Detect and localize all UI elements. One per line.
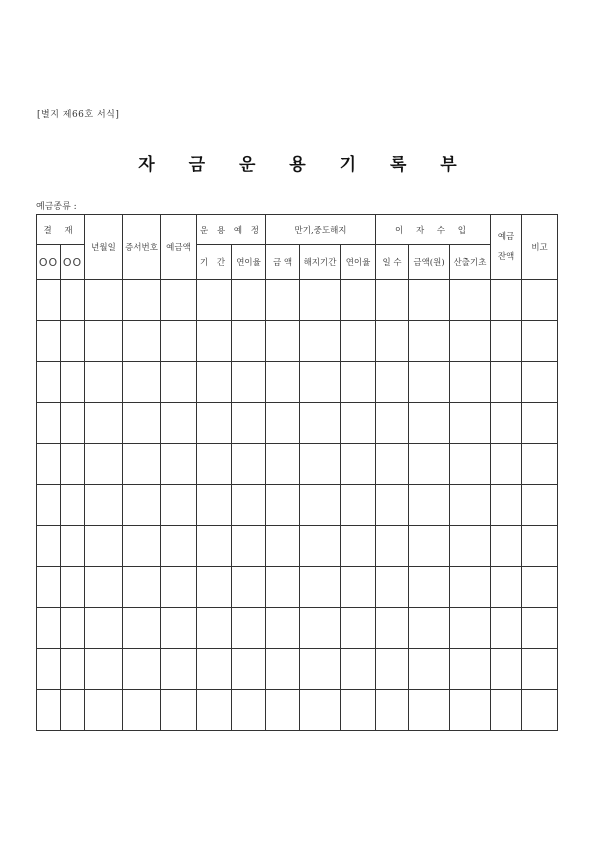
- table-cell[interactable]: [376, 485, 409, 526]
- header-early-termination: 만기,중도해지: [266, 215, 376, 245]
- table-cell[interactable]: [409, 280, 450, 321]
- table-cell[interactable]: [197, 690, 232, 731]
- fund-ledger-table: [36, 214, 558, 731]
- table-cell[interactable]: [123, 608, 161, 649]
- table-cell[interactable]: [37, 403, 61, 444]
- table-cell[interactable]: [409, 403, 450, 444]
- table-cell[interactable]: [232, 444, 266, 485]
- table-cell[interactable]: [450, 649, 491, 690]
- table-cell[interactable]: [300, 608, 341, 649]
- table-cell[interactable]: [161, 362, 197, 403]
- table-cell[interactable]: [522, 321, 558, 362]
- header-remarks: 비고: [522, 215, 558, 280]
- table-cell[interactable]: [123, 690, 161, 731]
- table-cell[interactable]: [266, 403, 300, 444]
- table-cell[interactable]: [123, 649, 161, 690]
- table-cell[interactable]: [123, 567, 161, 608]
- table-cell[interactable]: [266, 321, 300, 362]
- table-cell[interactable]: [300, 526, 341, 567]
- table-cell[interactable]: [61, 321, 85, 362]
- header-inv-rate: 연이율: [232, 245, 266, 280]
- table-cell[interactable]: [197, 485, 232, 526]
- table-cell[interactable]: [61, 608, 85, 649]
- table-cell[interactable]: [161, 485, 197, 526]
- table-cell[interactable]: [450, 608, 491, 649]
- table-cell[interactable]: [161, 608, 197, 649]
- table-cell[interactable]: [85, 690, 123, 731]
- table-cell[interactable]: [450, 485, 491, 526]
- table-cell[interactable]: [341, 526, 376, 567]
- table-cell[interactable]: [197, 362, 232, 403]
- table-cell[interactable]: [300, 649, 341, 690]
- table-cell[interactable]: [37, 649, 61, 690]
- table-cell[interactable]: [409, 444, 450, 485]
- table-cell[interactable]: [266, 526, 300, 567]
- table-row: [37, 485, 558, 526]
- table-cell[interactable]: [341, 485, 376, 526]
- table-cell[interactable]: [522, 485, 558, 526]
- table-cell[interactable]: [450, 526, 491, 567]
- table-cell[interactable]: [491, 608, 522, 649]
- table-cell[interactable]: [491, 444, 522, 485]
- table-cell[interactable]: [341, 321, 376, 362]
- table-cell[interactable]: [123, 485, 161, 526]
- table-cell[interactable]: [197, 280, 232, 321]
- table-cell[interactable]: [300, 321, 341, 362]
- table-cell[interactable]: [37, 485, 61, 526]
- table-cell[interactable]: [376, 526, 409, 567]
- table-cell[interactable]: [123, 403, 161, 444]
- table-cell[interactable]: [409, 526, 450, 567]
- table-cell[interactable]: [161, 567, 197, 608]
- table-cell[interactable]: [300, 444, 341, 485]
- table-cell[interactable]: [409, 649, 450, 690]
- table-cell[interactable]: [450, 444, 491, 485]
- table-row: [37, 444, 558, 485]
- table-cell[interactable]: [37, 362, 61, 403]
- table-cell[interactable]: [232, 690, 266, 731]
- table-cell[interactable]: [450, 280, 491, 321]
- table-cell[interactable]: [341, 280, 376, 321]
- table-cell[interactable]: [409, 321, 450, 362]
- table-cell[interactable]: [376, 321, 409, 362]
- table-cell[interactable]: [341, 444, 376, 485]
- table-cell[interactable]: [197, 444, 232, 485]
- table-cell[interactable]: [450, 403, 491, 444]
- table-cell[interactable]: [341, 649, 376, 690]
- table-cell[interactable]: [197, 567, 232, 608]
- table-row: [37, 526, 558, 567]
- table-cell[interactable]: [61, 362, 85, 403]
- table-cell[interactable]: [197, 321, 232, 362]
- table-cell[interactable]: [491, 690, 522, 731]
- header-int-amount: 금액(원): [409, 245, 450, 280]
- table-cell[interactable]: [85, 526, 123, 567]
- table-cell[interactable]: [266, 690, 300, 731]
- table-cell[interactable]: [123, 362, 161, 403]
- table-cell[interactable]: [37, 690, 61, 731]
- table-cell[interactable]: [161, 649, 197, 690]
- header-int-basis: 산출기초: [450, 245, 491, 280]
- table-cell[interactable]: [232, 649, 266, 690]
- table-cell[interactable]: [376, 444, 409, 485]
- table-cell[interactable]: [61, 567, 85, 608]
- table-cell[interactable]: [85, 608, 123, 649]
- table-row: [37, 403, 558, 444]
- table-cell[interactable]: [232, 526, 266, 567]
- header-early-amount: 금 액: [266, 245, 300, 280]
- table-cell[interactable]: [376, 649, 409, 690]
- table-cell[interactable]: [409, 485, 450, 526]
- table-cell[interactable]: [522, 362, 558, 403]
- table-cell[interactable]: [409, 608, 450, 649]
- table-cell[interactable]: [450, 321, 491, 362]
- table-cell[interactable]: [232, 567, 266, 608]
- table-cell[interactable]: [85, 403, 123, 444]
- table-cell[interactable]: [266, 444, 300, 485]
- header-inv-period: 기 간: [197, 245, 232, 280]
- table-cell[interactable]: [123, 444, 161, 485]
- table-row: [37, 608, 558, 649]
- table-cell[interactable]: [409, 567, 450, 608]
- table-cell[interactable]: [232, 321, 266, 362]
- table-cell[interactable]: [161, 321, 197, 362]
- table-cell[interactable]: [85, 649, 123, 690]
- table-cell[interactable]: [341, 362, 376, 403]
- table-cell[interactable]: [61, 444, 85, 485]
- table-cell[interactable]: [450, 362, 491, 403]
- table-cell[interactable]: [61, 526, 85, 567]
- table-cell[interactable]: [266, 649, 300, 690]
- header-early-rate: 연이율: [341, 245, 376, 280]
- table-cell[interactable]: [491, 403, 522, 444]
- table-row: [37, 280, 558, 321]
- table-cell[interactable]: [123, 526, 161, 567]
- table-cell[interactable]: [161, 444, 197, 485]
- table-cell[interactable]: [85, 362, 123, 403]
- table-cell[interactable]: [300, 362, 341, 403]
- table-cell[interactable]: [522, 690, 558, 731]
- table-cell[interactable]: [266, 567, 300, 608]
- table-cell[interactable]: [37, 444, 61, 485]
- table-cell[interactable]: [300, 690, 341, 731]
- table-cell[interactable]: [37, 280, 61, 321]
- table-cell[interactable]: [376, 608, 409, 649]
- table-cell[interactable]: [491, 485, 522, 526]
- header-settle-a: OO: [37, 245, 61, 280]
- table-cell[interactable]: [341, 403, 376, 444]
- table-cell[interactable]: [266, 280, 300, 321]
- table-cell[interactable]: [61, 690, 85, 731]
- table-row: [37, 690, 558, 731]
- table-cell[interactable]: [341, 690, 376, 731]
- table-cell[interactable]: [61, 649, 85, 690]
- table-cell[interactable]: [522, 567, 558, 608]
- table-cell[interactable]: [37, 526, 61, 567]
- table-cell[interactable]: [376, 690, 409, 731]
- header-date: 년월일: [85, 215, 123, 280]
- table-cell[interactable]: [85, 444, 123, 485]
- table-cell[interactable]: [450, 567, 491, 608]
- header-int-days: 일 수: [376, 245, 409, 280]
- table-row: [37, 321, 558, 362]
- table-cell[interactable]: [61, 280, 85, 321]
- table-row: [37, 362, 558, 403]
- table-cell[interactable]: [37, 321, 61, 362]
- table-cell[interactable]: [61, 485, 85, 526]
- table-cell[interactable]: [85, 321, 123, 362]
- table-cell[interactable]: [300, 280, 341, 321]
- table-cell[interactable]: [491, 567, 522, 608]
- header-balance: 예금 잔액: [491, 215, 522, 280]
- table-cell[interactable]: [522, 403, 558, 444]
- table-cell[interactable]: [341, 608, 376, 649]
- table-row: [37, 649, 558, 690]
- page-title: 자 금 운 용 기 록 부: [138, 155, 471, 175]
- table-cell[interactable]: [376, 403, 409, 444]
- table-cell[interactable]: [161, 526, 197, 567]
- table-cell[interactable]: [197, 526, 232, 567]
- table-cell[interactable]: [491, 362, 522, 403]
- header-settlement: 결 재: [37, 215, 85, 245]
- account-type-label: 예금종류 :: [36, 202, 77, 212]
- table-cell[interactable]: [85, 567, 123, 608]
- table-cell[interactable]: [232, 362, 266, 403]
- table-cell[interactable]: [197, 649, 232, 690]
- table-cell[interactable]: [197, 403, 232, 444]
- header-investment: 운 용 예 정: [197, 215, 266, 245]
- table-cell[interactable]: [85, 280, 123, 321]
- table-cell[interactable]: [161, 690, 197, 731]
- table-cell[interactable]: [491, 526, 522, 567]
- table-cell[interactable]: [300, 485, 341, 526]
- table-cell[interactable]: [123, 321, 161, 362]
- table-cell[interactable]: [266, 608, 300, 649]
- table-cell[interactable]: [232, 485, 266, 526]
- table-cell[interactable]: [522, 444, 558, 485]
- table-cell[interactable]: [522, 649, 558, 690]
- table-cell[interactable]: [409, 690, 450, 731]
- table-cell[interactable]: [409, 362, 450, 403]
- header-settle-b: OO: [61, 245, 85, 280]
- table-cell[interactable]: [300, 567, 341, 608]
- table-cell[interactable]: [491, 280, 522, 321]
- table-cell[interactable]: [61, 403, 85, 444]
- header-deposit-amount: 예금액: [161, 215, 197, 280]
- table-cell[interactable]: [300, 403, 341, 444]
- table-cell[interactable]: [85, 485, 123, 526]
- table-cell[interactable]: [491, 321, 522, 362]
- table-cell[interactable]: [123, 280, 161, 321]
- table-cell[interactable]: [491, 649, 522, 690]
- table-cell[interactable]: [161, 280, 197, 321]
- form-reference: [별지 제66호 서식]: [37, 110, 120, 120]
- table-cell[interactable]: [232, 280, 266, 321]
- table-cell[interactable]: [450, 690, 491, 731]
- table-cell[interactable]: [37, 567, 61, 608]
- table-cell[interactable]: [376, 280, 409, 321]
- table-cell[interactable]: [522, 608, 558, 649]
- table-cell[interactable]: [376, 567, 409, 608]
- table-cell[interactable]: [522, 280, 558, 321]
- table-row: [37, 567, 558, 608]
- table-cell[interactable]: [376, 362, 409, 403]
- table-cell[interactable]: [266, 362, 300, 403]
- table-cell[interactable]: [197, 608, 232, 649]
- header-early-date: 해지기간: [300, 245, 341, 280]
- table-cell[interactable]: [341, 567, 376, 608]
- table-cell[interactable]: [266, 485, 300, 526]
- table-cell[interactable]: [232, 608, 266, 649]
- table-cell[interactable]: [522, 526, 558, 567]
- header-interest-income: 이 자 수 입: [376, 215, 491, 245]
- table-cell[interactable]: [37, 608, 61, 649]
- table-cell[interactable]: [161, 403, 197, 444]
- header-voucher-no: 증서번호: [123, 215, 161, 280]
- table-cell[interactable]: [232, 403, 266, 444]
